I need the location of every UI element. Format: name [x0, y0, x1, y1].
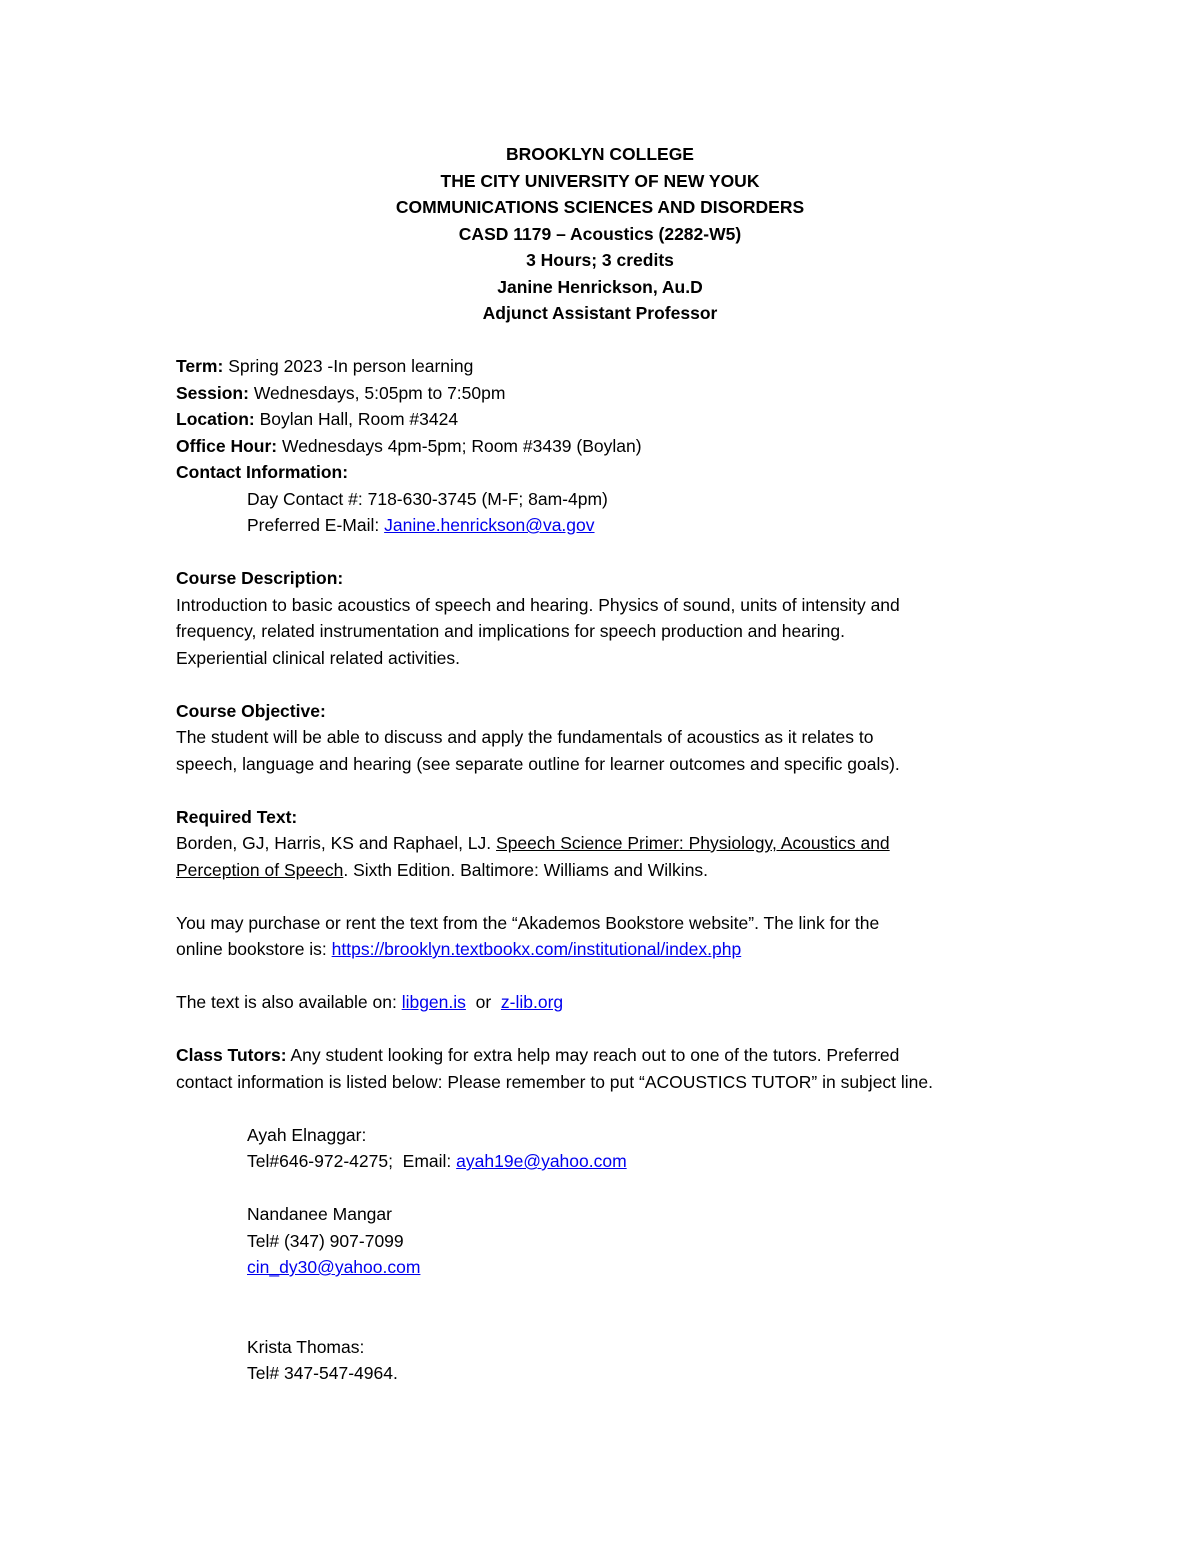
syllabus-header [176, 141, 1024, 327]
course-description-heading: Course Description: [176, 568, 344, 588]
book-title-part-2: Perception of Speech [176, 859, 344, 880]
email-label: Preferred E-Mail: [247, 515, 385, 535]
tutor-2-tel: Tel# (347) 907-7099 [247, 1230, 404, 1251]
tutors-intro-line-2: contact information is listed below: Please remember to put “ACOUSTICS TUTOR” in subject line. [176, 1071, 934, 1092]
course-title: CASD 1179 – Acoustics (2282-W5) [458, 223, 742, 244]
term-value: Spring 2023 -In person learning [223, 356, 474, 376]
description-line: Introduction to basic acoustics of speech and hearing. Physics of sound, units of intensity and [176, 594, 900, 615]
tutor-1-name: Ayah Elnaggar: [247, 1124, 367, 1145]
session-label: Session: [176, 382, 249, 403]
alt-sources-label: The text is also available on: [176, 992, 402, 1012]
tutor-1-contact [176, 1148, 1024, 1175]
location-label: Location: [176, 409, 255, 429]
purchase-line: You may purchase or rent the text from the “Akademos Bookstore website”. The link for the [176, 912, 880, 933]
course-description-section [176, 565, 1024, 671]
department-name: COMMUNICATIONS SCIENCES AND DISORDERS [395, 197, 805, 217]
instructor-email-link[interactable]: Janine.henrickson@va.gov [384, 515, 595, 535]
required-text-heading: Required Text: [176, 806, 298, 827]
contact-heading: Contact Information: [176, 462, 349, 482]
class-tutors-section [176, 1042, 1024, 1387]
bookstore-label: online bookstore is: [176, 939, 332, 959]
description-line: Experiential clinical related activities. [176, 647, 461, 668]
preferred-email-line [176, 512, 1024, 539]
citation-line-2 [176, 857, 1024, 884]
class-tutors-heading: Class Tutors: [176, 1045, 287, 1065]
tutors-intro-line-1 [176, 1042, 1024, 1069]
tutor-1-tel: Tel#646-972-4275; Email: [247, 1151, 457, 1171]
citation-authors: Borden, GJ, Harris, KS and Raphael, LJ. [176, 833, 497, 853]
term-label: Term: [176, 356, 224, 376]
tutor-1-email-link[interactable]: ayah19e@yahoo.com [456, 1151, 627, 1171]
course-objective-heading: Course Objective: [176, 700, 326, 721]
objective-line: The student will be able to discuss and apply the fundamentals of acoustics as it relates to [176, 727, 874, 747]
college-name: BROOKLYN COLLEGE [506, 144, 694, 164]
course-info [176, 353, 1024, 539]
tutor-3-tel: Tel# 347-547-4964. [247, 1363, 398, 1383]
required-text-section [176, 804, 1024, 1016]
term-line [176, 353, 1024, 380]
location-line [176, 406, 1024, 433]
session-value: Wednesdays, 5:05pm to 7:50pm [248, 382, 506, 403]
tutor-3-name: Krista Thomas: [247, 1336, 365, 1357]
instructor-title: Adjunct Assistant Professor [482, 303, 718, 323]
description-line: frequency, related instrumentation and implications for speech production and hearing. [176, 621, 845, 641]
bookstore-line [176, 936, 1024, 963]
tutor-2-email-link[interactable]: cin_dy30@yahoo.com [247, 1257, 421, 1277]
tutors-intro-text: Any student looking for extra help may reach out to one of the tutors. Preferred [286, 1045, 900, 1065]
alt-sources-line [176, 989, 1024, 1016]
office-hour-line [176, 433, 1024, 460]
tutor-2-email-line [176, 1254, 1024, 1281]
university-name: THE CITY UNIVERSITY OF NEW YOUK [440, 170, 760, 191]
day-contact: Day Contact #: 718-630-3745 (M-F; 8am-4pm) [247, 488, 608, 509]
instructor-name: Janine Henrickson, Au.D [497, 276, 703, 297]
citation-line-1 [176, 830, 1024, 857]
citation-publisher: . Sixth Edition. Baltimore: Williams and Wilkins. [343, 859, 709, 880]
bookstore-link[interactable]: https://brooklyn.textbookx.com/institutional/index.php [331, 939, 742, 959]
course-objective-section [176, 698, 1024, 778]
zlib-link[interactable]: z-lib.org [500, 992, 564, 1012]
libgen-link[interactable]: libgen.is [401, 992, 466, 1012]
course-hours: 3 Hours; 3 credits [526, 250, 674, 270]
objective-line: speech, language and hearing (see separate outline for learner outcomes and specific goals). [176, 753, 900, 774]
book-title-part-1: Speech Science Primer: Physiology, Acoustics and [496, 833, 890, 853]
office-hour-value: Wednesdays 4pm-5pm; Room #3439 (Boylan) [277, 435, 642, 456]
office-hour-label: Office Hour: [176, 435, 278, 456]
or-separator: or [465, 992, 501, 1012]
location-value: Boylan Hall, Room #3424 [254, 409, 459, 429]
tutor-2-name: Nandanee Mangar [247, 1204, 392, 1224]
session-line [176, 380, 1024, 407]
